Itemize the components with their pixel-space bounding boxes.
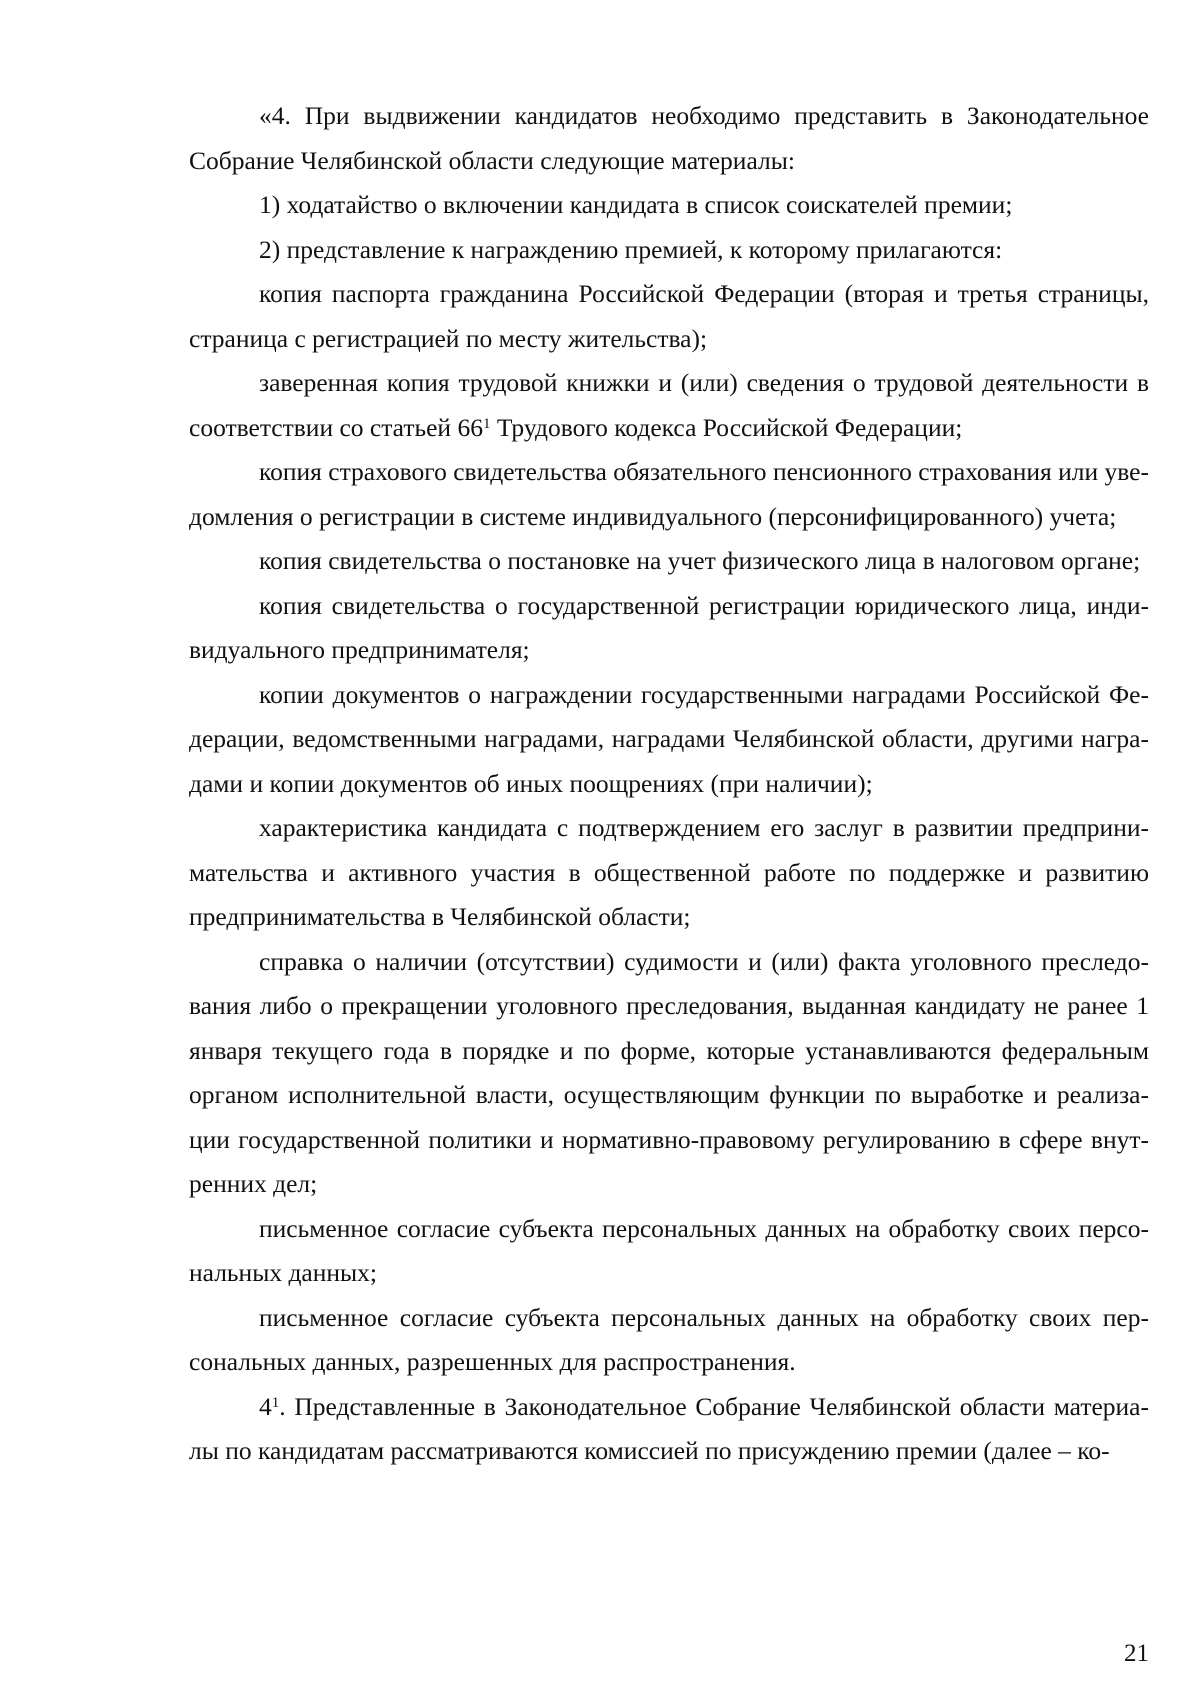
paragraph-criminal-record: справка о наличии (отсутствии) судимости и (или) факта уголовного преследования либо о прекращении уголовного преследования, выданная кандидату не ранее 1 января текущего года в порядке и по форме, которые устанавливаются федеральным органом исполнительной власти, осуществляющим функции по выработке и реализации государственной политики и нормативно-правовому регулированию в сфере внутренних дел; bbox=[189, 946, 1149, 1198]
paragraph-item-1: 1) ходатайство о включении кандидата в список соискателей премии; bbox=[259, 190, 1013, 219]
labor-book-superscript: 1 bbox=[482, 415, 491, 432]
paragraph-awards: копии документов о награждении государственными наградами Российской Федерации, ведомственными наградами, наградами Челябинской области, другими наградами и копии документов об иных поощрениях (при наличии); bbox=[189, 679, 1149, 798]
page-number: 21 bbox=[1124, 1640, 1149, 1667]
paragraph-passport: копия паспорта гражданина Российской Федерации (вторая и третья страницы, страница с регистрацией по месту жительства); bbox=[189, 279, 1149, 353]
section-4-1-number: 4 bbox=[259, 1391, 272, 1421]
paragraph-tax: копия свидетельства о постановке на учет физического лица в налоговом органе; bbox=[259, 546, 1141, 575]
labor-book-text-after: Трудового кодекса Российской Федерации; bbox=[490, 412, 963, 442]
paragraph-item-2: 2) представление к награждению премией, к которому прилагаются: bbox=[259, 234, 1003, 264]
paragraph-pension: копия страхового свидетельства обязательного пенсионного страхования или уведомления о регистрации в системе индивидуального (персонифицированного) учета; bbox=[189, 457, 1149, 531]
paragraph-characteristic: характеристика кандидата с подтверждением его заслуг в развитии предпринимательства и активного участия в общественной работе по поддержке и развитию предпринимательства в Челябинской области; bbox=[189, 813, 1149, 931]
paragraph-section-4-1 bbox=[189, 1385, 1149, 1474]
labor-book-text-before: заверенная копия трудовой книжки и (или) сведения о трудовой деятельности в соответствии со статьей 66 bbox=[189, 368, 1149, 442]
section-4-1-superscript: 1 bbox=[271, 1394, 280, 1411]
paragraph-consent: письменное согласие субъекта персональных данных на обработку своих персональных данных; bbox=[189, 1213, 1149, 1287]
section-4-1-text: . Представленные в Законодательное Собрание Челябинской области материалы по кандидатам рассматриваются комиссией по присуждению премии (далее – ко- bbox=[189, 1391, 1149, 1465]
paragraph-labor-book bbox=[189, 361, 1149, 450]
paragraph-intro: «4. При выдвижении кандидатов необходимо представить в Законодательное Собрание Челябинской области следующие материалы: bbox=[189, 101, 1149, 175]
document-body bbox=[189, 94, 1149, 1474]
paragraph-consent-distribution: письменное согласие субъекта персональных данных на обработку своих персональных данных, разрешенных для распространения. bbox=[189, 1302, 1149, 1376]
paragraph-registration: копия свидетельства о государственной регистрации юридического лица, индивидуального предпринимателя; bbox=[189, 590, 1149, 664]
